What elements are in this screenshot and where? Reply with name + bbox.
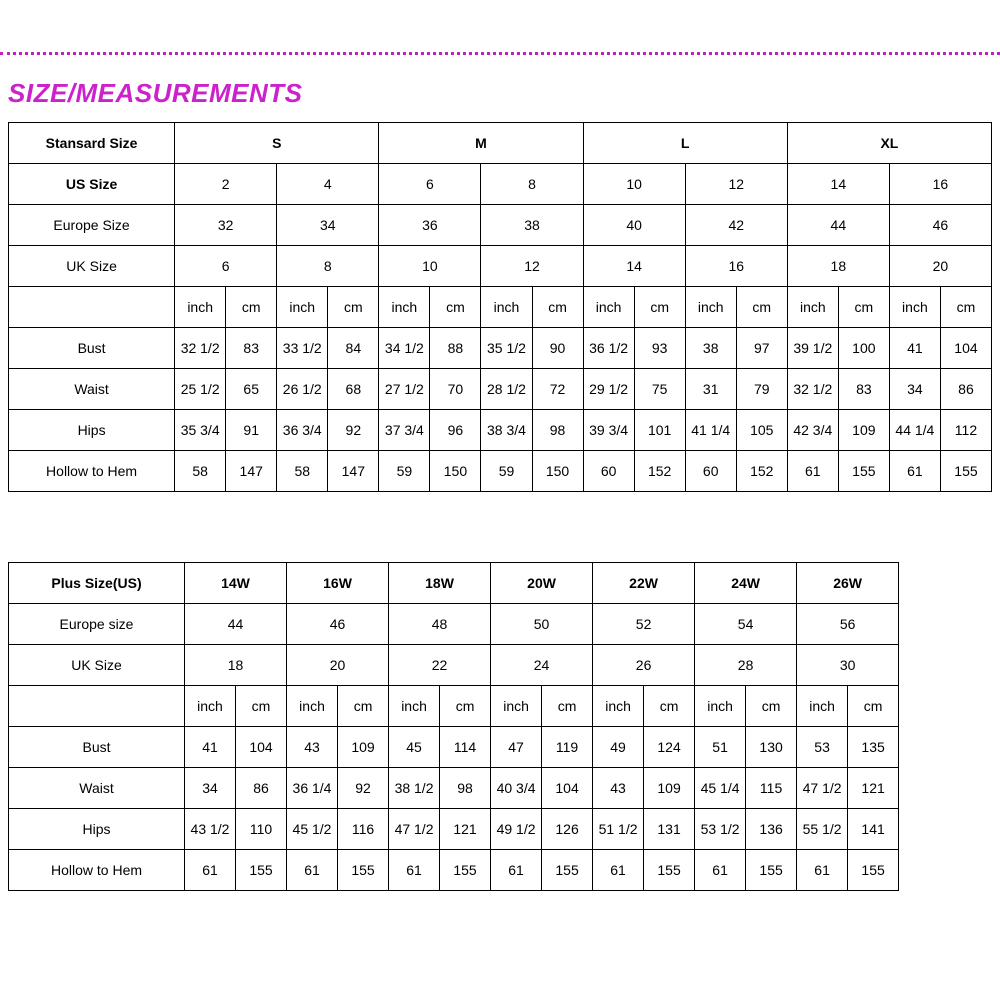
cell: 14 — [583, 246, 685, 287]
row-label-waist: Waist — [9, 369, 175, 410]
cell: 155 — [440, 850, 491, 891]
unit-cell: cm — [532, 287, 583, 328]
cell: 36 3/4 — [277, 410, 328, 451]
cell: 136 — [746, 809, 797, 850]
unit-cell: inch — [787, 287, 838, 328]
cell: 45 1/4 — [695, 768, 746, 809]
cell: 119 — [542, 727, 593, 768]
size-group-18w: 18W — [389, 563, 491, 604]
unit-cell: inch — [185, 686, 236, 727]
cell: 155 — [644, 850, 695, 891]
cell: 65 — [226, 369, 277, 410]
cell: 12 — [685, 164, 787, 205]
cell: 34 — [185, 768, 236, 809]
cell: 34 1/2 — [379, 328, 430, 369]
cell: 36 1/2 — [583, 328, 634, 369]
cell: 155 — [236, 850, 287, 891]
unit-cell: inch — [695, 686, 746, 727]
cell: 155 — [940, 451, 991, 492]
cell: 42 — [685, 205, 787, 246]
cell: 52 — [593, 604, 695, 645]
cell: 6 — [175, 246, 277, 287]
row-label-europe-size: Europe Size — [9, 205, 175, 246]
cell: 61 — [593, 850, 644, 891]
unit-cell: cm — [644, 686, 695, 727]
cell: 41 — [185, 727, 236, 768]
cell: 36 1/4 — [287, 768, 338, 809]
cell: 86 — [940, 369, 991, 410]
cell: 41 1/4 — [685, 410, 736, 451]
cell: 58 — [277, 451, 328, 492]
cell: 42 3/4 — [787, 410, 838, 451]
cell: 40 — [583, 205, 685, 246]
cell: 92 — [328, 410, 379, 451]
cell: 39 3/4 — [583, 410, 634, 451]
cell: 46 — [287, 604, 389, 645]
cell: 10 — [583, 164, 685, 205]
cell: 32 1/2 — [175, 328, 226, 369]
cell: 37 3/4 — [379, 410, 430, 451]
cell: 41 — [889, 328, 940, 369]
cell: 135 — [848, 727, 899, 768]
row-label-hips: Hips — [9, 809, 185, 850]
row-label-empty — [9, 686, 185, 727]
row-label-hips: Hips — [9, 410, 175, 451]
cell: 97 — [736, 328, 787, 369]
cell: 51 1/2 — [593, 809, 644, 850]
cell: 8 — [481, 164, 583, 205]
cell: 72 — [532, 369, 583, 410]
cell: 39 1/2 — [787, 328, 838, 369]
table-row — [9, 410, 992, 451]
size-group-24w: 24W — [695, 563, 797, 604]
plus-size-header: Plus Size(US) — [9, 563, 185, 604]
cell: 8 — [277, 246, 379, 287]
table-row — [9, 727, 899, 768]
cell: 152 — [736, 451, 787, 492]
cell: 86 — [236, 768, 287, 809]
cell: 6 — [379, 164, 481, 205]
row-label-hollow-to-hem: Hollow to Hem — [9, 850, 185, 891]
cell: 61 — [695, 850, 746, 891]
row-label-bust: Bust — [9, 727, 185, 768]
cell: 45 — [389, 727, 440, 768]
cell: 60 — [685, 451, 736, 492]
cell: 30 — [797, 645, 899, 686]
row-label-empty — [9, 287, 175, 328]
cell: 38 1/2 — [389, 768, 440, 809]
cell: 141 — [848, 809, 899, 850]
cell: 38 — [481, 205, 583, 246]
unit-cell: cm — [338, 686, 389, 727]
cell: 59 — [481, 451, 532, 492]
table-row — [9, 645, 899, 686]
cell: 60 — [583, 451, 634, 492]
cell: 12 — [481, 246, 583, 287]
unit-cell: cm — [430, 287, 481, 328]
unit-cell: inch — [685, 287, 736, 328]
unit-cell: inch — [889, 287, 940, 328]
table-row — [9, 768, 899, 809]
cell: 31 — [685, 369, 736, 410]
cell: 104 — [236, 727, 287, 768]
size-group-14w: 14W — [185, 563, 287, 604]
cell: 43 1/2 — [185, 809, 236, 850]
cell: 147 — [328, 451, 379, 492]
cell: 24 — [491, 645, 593, 686]
row-label-waist: Waist — [9, 768, 185, 809]
unit-cell: cm — [736, 287, 787, 328]
cell: 155 — [542, 850, 593, 891]
cell: 150 — [532, 451, 583, 492]
cell: 61 — [797, 850, 848, 891]
cell: 56 — [797, 604, 899, 645]
cell: 155 — [338, 850, 389, 891]
cell: 61 — [185, 850, 236, 891]
row-label-bust: Bust — [9, 328, 175, 369]
cell: 27 1/2 — [379, 369, 430, 410]
unit-cell: cm — [746, 686, 797, 727]
table-row — [9, 164, 992, 205]
cell: 54 — [695, 604, 797, 645]
cell: 14 — [787, 164, 889, 205]
cell: 61 — [889, 451, 940, 492]
cell: 84 — [328, 328, 379, 369]
cell: 40 3/4 — [491, 768, 542, 809]
cell: 101 — [634, 410, 685, 451]
cell: 96 — [430, 410, 481, 451]
cell: 83 — [226, 328, 277, 369]
cell: 43 — [593, 768, 644, 809]
cell: 47 — [491, 727, 542, 768]
cell: 55 1/2 — [797, 809, 848, 850]
unit-cell: inch — [389, 686, 440, 727]
cell: 25 1/2 — [175, 369, 226, 410]
unit-cell: cm — [634, 287, 685, 328]
size-group-xl: XL — [787, 123, 991, 164]
unit-cell: cm — [236, 686, 287, 727]
cell: 98 — [532, 410, 583, 451]
unit-cell: inch — [583, 287, 634, 328]
cell: 16 — [889, 164, 991, 205]
cell: 16 — [685, 246, 787, 287]
unit-cell: inch — [175, 287, 226, 328]
plus-size-table — [8, 562, 899, 891]
cell: 109 — [838, 410, 889, 451]
cell: 18 — [787, 246, 889, 287]
cell: 124 — [644, 727, 695, 768]
cell: 43 — [287, 727, 338, 768]
unit-cell: cm — [838, 287, 889, 328]
cell: 36 — [379, 205, 481, 246]
cell: 79 — [736, 369, 787, 410]
size-group-m: M — [379, 123, 583, 164]
cell: 98 — [440, 768, 491, 809]
unit-cell: inch — [481, 287, 532, 328]
cell: 61 — [787, 451, 838, 492]
unit-cell: cm — [440, 686, 491, 727]
cell: 70 — [430, 369, 481, 410]
cell: 109 — [338, 727, 389, 768]
cell: 104 — [542, 768, 593, 809]
cell: 88 — [430, 328, 481, 369]
unit-cell: cm — [940, 287, 991, 328]
cell: 4 — [277, 164, 379, 205]
cell: 49 1/2 — [491, 809, 542, 850]
cell: 33 1/2 — [277, 328, 328, 369]
cell: 100 — [838, 328, 889, 369]
row-label-us-size: US Size — [9, 164, 175, 205]
cell: 104 — [940, 328, 991, 369]
cell: 155 — [746, 850, 797, 891]
cell: 115 — [746, 768, 797, 809]
cell: 32 1/2 — [787, 369, 838, 410]
size-group-26w: 26W — [797, 563, 899, 604]
cell: 121 — [848, 768, 899, 809]
cell: 2 — [175, 164, 277, 205]
cell: 35 1/2 — [481, 328, 532, 369]
cell: 152 — [634, 451, 685, 492]
cell: 51 — [695, 727, 746, 768]
cell: 38 3/4 — [481, 410, 532, 451]
cell: 49 — [593, 727, 644, 768]
unit-cell: cm — [328, 287, 379, 328]
cell: 47 1/2 — [389, 809, 440, 850]
unit-cell: cm — [226, 287, 277, 328]
cell: 18 — [185, 645, 287, 686]
row-label-uk-size: UK Size — [9, 645, 185, 686]
top-divider — [0, 52, 1000, 55]
cell: 53 — [797, 727, 848, 768]
table-row — [9, 246, 992, 287]
regular-size-header: Stansard Size — [9, 123, 175, 164]
cell: 116 — [338, 809, 389, 850]
cell: 130 — [746, 727, 797, 768]
table-row — [9, 604, 899, 645]
cell: 48 — [389, 604, 491, 645]
cell: 38 — [685, 328, 736, 369]
cell: 44 — [185, 604, 287, 645]
cell: 10 — [379, 246, 481, 287]
cell: 59 — [379, 451, 430, 492]
unit-cell: inch — [491, 686, 542, 727]
unit-cell: inch — [593, 686, 644, 727]
unit-cell: inch — [277, 287, 328, 328]
cell: 83 — [838, 369, 889, 410]
size-group-l: L — [583, 123, 787, 164]
cell: 75 — [634, 369, 685, 410]
size-group-20w: 20W — [491, 563, 593, 604]
cell: 114 — [440, 727, 491, 768]
cell: 28 — [695, 645, 797, 686]
regular-size-table — [8, 122, 992, 492]
table-row — [9, 451, 992, 492]
size-group-16w: 16W — [287, 563, 389, 604]
unit-cell: inch — [797, 686, 848, 727]
row-label-hollow-to-hem: Hollow to Hem — [9, 451, 175, 492]
cell: 155 — [838, 451, 889, 492]
unit-cell: cm — [542, 686, 593, 727]
cell: 26 1/2 — [277, 369, 328, 410]
unit-cell: cm — [848, 686, 899, 727]
cell: 34 — [889, 369, 940, 410]
table-row — [9, 328, 992, 369]
cell: 44 — [787, 205, 889, 246]
cell: 112 — [940, 410, 991, 451]
cell: 126 — [542, 809, 593, 850]
cell: 46 — [889, 205, 991, 246]
cell: 150 — [430, 451, 481, 492]
cell: 50 — [491, 604, 593, 645]
size-group-22w: 22W — [593, 563, 695, 604]
cell: 32 — [175, 205, 277, 246]
cell: 47 1/2 — [797, 768, 848, 809]
cell: 93 — [634, 328, 685, 369]
page-title: SIZE/MEASUREMENTS — [8, 78, 303, 108]
cell: 61 — [389, 850, 440, 891]
cell: 45 1/2 — [287, 809, 338, 850]
row-label-uk-size: UK Size — [9, 246, 175, 287]
cell: 28 1/2 — [481, 369, 532, 410]
cell: 68 — [328, 369, 379, 410]
row-label-europe-size: Europe size — [9, 604, 185, 645]
cell: 121 — [440, 809, 491, 850]
table-row — [9, 205, 992, 246]
cell: 35 3/4 — [175, 410, 226, 451]
cell: 109 — [644, 768, 695, 809]
cell: 147 — [226, 451, 277, 492]
cell: 20 — [889, 246, 991, 287]
unit-cell: inch — [287, 686, 338, 727]
size-group-s: S — [175, 123, 379, 164]
cell: 105 — [736, 410, 787, 451]
cell: 29 1/2 — [583, 369, 634, 410]
table-row-units — [9, 686, 899, 727]
cell: 26 — [593, 645, 695, 686]
cell: 61 — [287, 850, 338, 891]
cell: 110 — [236, 809, 287, 850]
cell: 58 — [175, 451, 226, 492]
cell: 90 — [532, 328, 583, 369]
cell: 20 — [287, 645, 389, 686]
cell: 34 — [277, 205, 379, 246]
table-row — [9, 809, 899, 850]
table-row-units — [9, 287, 992, 328]
cell: 92 — [338, 768, 389, 809]
cell: 155 — [848, 850, 899, 891]
cell: 131 — [644, 809, 695, 850]
table-row-size-groups — [9, 123, 992, 164]
table-row — [9, 850, 899, 891]
cell: 53 1/2 — [695, 809, 746, 850]
cell: 91 — [226, 410, 277, 451]
unit-cell: inch — [379, 287, 430, 328]
cell: 44 1/4 — [889, 410, 940, 451]
cell: 61 — [491, 850, 542, 891]
table-row — [9, 369, 992, 410]
cell: 22 — [389, 645, 491, 686]
table-row-size-groups — [9, 563, 899, 604]
